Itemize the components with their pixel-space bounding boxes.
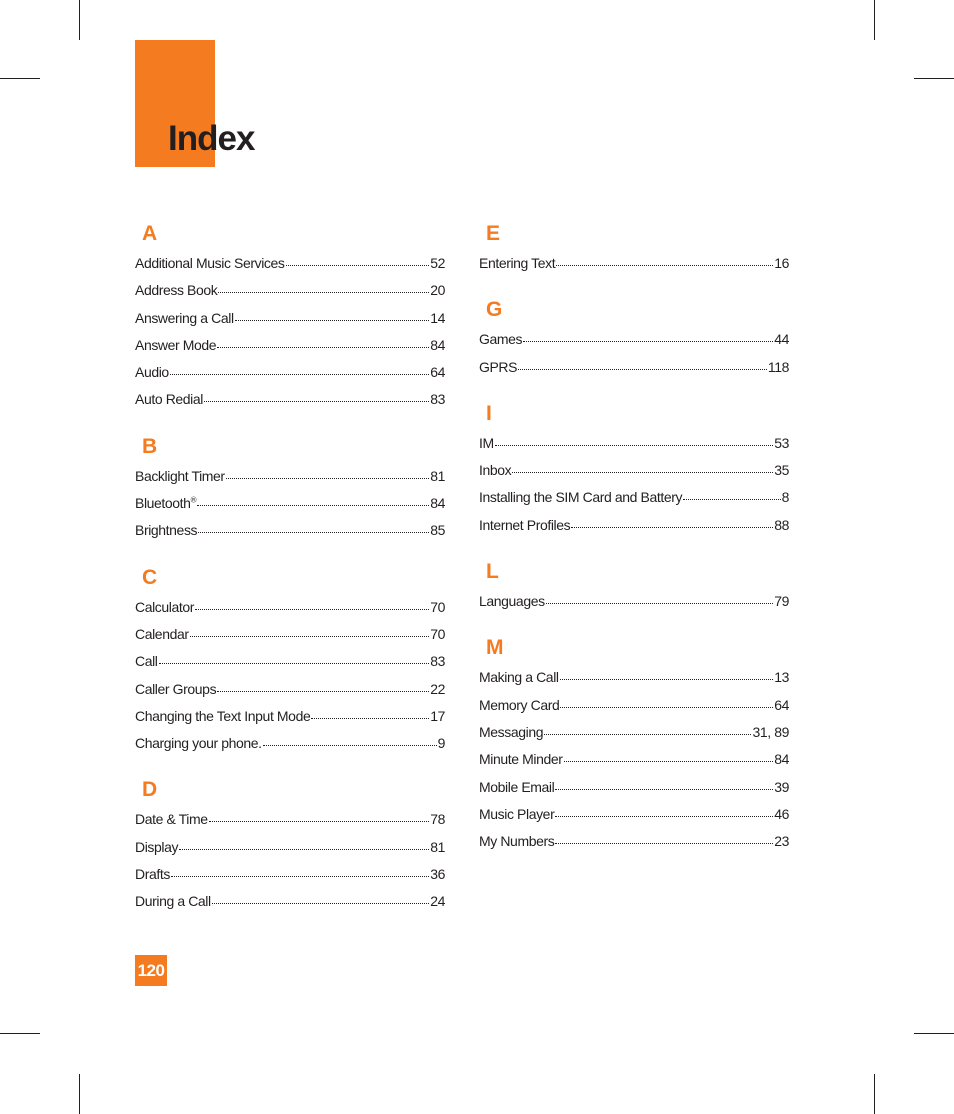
entry-term <box>135 359 169 386</box>
dot-leader <box>218 292 429 293</box>
entry-term-text: Mobile Email <box>479 778 555 795</box>
dot-leader <box>555 789 773 790</box>
entry-term-text: Brightness <box>135 522 198 539</box>
entry-term <box>135 277 217 304</box>
entry-page: 44 <box>774 331 789 348</box>
entry-term <box>135 594 194 621</box>
index-entry <box>479 664 789 691</box>
dot-leader <box>560 679 774 680</box>
entry-term <box>135 463 225 490</box>
entry-page: 84 <box>430 495 445 512</box>
index-entry <box>135 594 445 621</box>
dot-leader <box>209 821 430 822</box>
entry-page: 70 <box>430 598 445 615</box>
entry-term <box>135 386 203 413</box>
index-entry <box>479 250 789 277</box>
crop-mark <box>874 0 875 40</box>
index-entry <box>135 332 445 359</box>
entry-term <box>479 719 543 746</box>
entry-term <box>135 250 285 277</box>
section-letter: I <box>486 401 492 425</box>
entry-page: 14 <box>430 309 445 326</box>
index-entry <box>479 719 789 746</box>
index-column-right <box>479 218 789 872</box>
entry-term-text: Games <box>479 331 523 348</box>
entry-term-text: Minute Minder <box>479 751 563 768</box>
entry-term <box>135 621 189 648</box>
entry-term-text: Calculator <box>135 598 195 615</box>
entry-term-text: Installing the SIM Card and Battery <box>479 489 683 506</box>
entry-page: 84 <box>774 751 789 768</box>
entry-term <box>135 332 216 359</box>
entry-term <box>479 746 563 773</box>
section-letter: G <box>486 298 503 322</box>
dot-leader <box>170 374 429 375</box>
dot-leader <box>159 663 430 664</box>
entry-term <box>479 801 554 828</box>
entry-term-text: Languages <box>479 593 545 610</box>
dot-leader <box>226 478 430 479</box>
entry-term <box>135 648 158 675</box>
entry-page: 39 <box>774 778 789 795</box>
entry-term-text: My Numbers <box>479 833 555 850</box>
index-entry <box>135 490 445 517</box>
entry-term-text: Making a Call <box>479 669 559 686</box>
index-entry <box>479 430 789 457</box>
entry-term <box>479 588 545 615</box>
crop-mark <box>914 1033 954 1034</box>
index-entry <box>135 463 445 490</box>
index-section <box>479 294 789 381</box>
crop-mark <box>874 1074 875 1114</box>
entry-term-text: Auto Redial <box>135 391 203 408</box>
index-section <box>135 431 445 545</box>
page-number-badge: 120 <box>135 955 167 986</box>
index-entry <box>135 676 445 703</box>
index-entry <box>479 457 789 484</box>
entry-term <box>479 250 555 277</box>
entry-term <box>479 692 559 719</box>
dot-leader <box>171 876 429 877</box>
entry-term-text: During a Call <box>135 893 211 910</box>
entry-term-text: Display <box>135 838 179 855</box>
index-entry <box>479 828 789 855</box>
entry-page: 53 <box>774 434 789 451</box>
entry-term <box>479 457 511 484</box>
entry-term-text: Bluetooth <box>135 495 191 512</box>
dot-leader <box>564 761 774 762</box>
dot-leader <box>555 816 773 817</box>
entry-term <box>479 484 682 511</box>
entry-term <box>135 806 208 833</box>
entry-term-text: IM <box>479 434 494 451</box>
index-entry <box>135 621 445 648</box>
entry-term <box>135 676 216 703</box>
section-letter: M <box>486 636 504 660</box>
dot-leader <box>512 472 773 473</box>
entry-term-text: Address Book <box>135 282 218 299</box>
entry-term-text: Call <box>135 653 158 670</box>
page-title: Index <box>168 119 255 158</box>
index-entry <box>135 305 445 332</box>
index-section <box>135 774 445 915</box>
crop-mark <box>79 1074 80 1114</box>
dot-leader <box>195 609 429 610</box>
index-entry <box>479 692 789 719</box>
entry-page: 79 <box>774 593 789 610</box>
dot-leader <box>286 265 430 266</box>
index-entry <box>135 386 445 413</box>
entry-term <box>479 354 517 381</box>
index-entry <box>135 861 445 888</box>
entry-term-text: Date & Time <box>135 811 208 828</box>
entry-page: 52 <box>430 255 445 271</box>
section-letter: B <box>142 434 158 458</box>
index-section <box>479 556 789 615</box>
index-entry <box>135 888 445 915</box>
dot-leader <box>235 320 430 321</box>
index-entry <box>135 277 445 304</box>
entry-page: 9 <box>437 735 445 752</box>
index-section <box>479 218 789 277</box>
entry-term-text: Memory Card <box>479 696 560 713</box>
dot-leader <box>197 505 429 506</box>
dot-leader <box>523 341 773 342</box>
entry-term-text: Audio <box>135 364 169 381</box>
entry-page: 23 <box>774 833 789 850</box>
entry-term-text: Answering a Call <box>135 309 234 326</box>
dot-leader <box>546 603 774 604</box>
dot-leader <box>217 691 429 692</box>
entry-page: 36 <box>430 866 445 883</box>
dot-leader <box>198 532 429 533</box>
dot-leader <box>560 707 773 708</box>
crop-mark <box>914 78 954 79</box>
entry-page: 35 <box>774 462 789 479</box>
entry-page: 22 <box>430 680 445 697</box>
entry-term <box>135 703 310 730</box>
entry-page: 64 <box>430 364 445 381</box>
entry-term-text: Drafts <box>135 866 170 883</box>
index-section <box>135 562 445 758</box>
index-entry <box>135 648 445 675</box>
entry-page: 83 <box>430 653 445 670</box>
index-entry <box>479 326 789 353</box>
entry-term <box>135 834 178 861</box>
index-entry <box>479 588 789 615</box>
dot-leader <box>204 401 429 402</box>
index-entry <box>479 512 789 539</box>
index-entry <box>135 806 445 833</box>
index-entry <box>479 774 789 801</box>
entry-term-text: Messaging <box>479 723 544 740</box>
entry-term <box>479 430 494 457</box>
index-entry <box>479 354 789 381</box>
dot-leader <box>571 527 773 528</box>
entry-page: 46 <box>774 805 789 822</box>
dot-leader <box>179 849 429 850</box>
entry-term <box>135 888 211 915</box>
index-entry <box>479 746 789 773</box>
index-entry <box>135 517 445 544</box>
index-column-left <box>135 218 445 933</box>
entry-term-text: Changing the Text Input Mode <box>135 707 311 724</box>
entry-page: 84 <box>430 336 445 353</box>
entry-term-text: Backlight Timer <box>135 467 225 484</box>
dot-leader <box>518 369 767 370</box>
crop-mark <box>79 0 80 40</box>
index-entry <box>479 484 789 511</box>
index-entry <box>479 801 789 828</box>
entry-term <box>479 326 522 353</box>
index-section <box>479 632 789 855</box>
section-letter: E <box>486 222 501 245</box>
entry-page: 13 <box>774 669 789 686</box>
index-entry <box>135 730 445 757</box>
entry-page: 20 <box>430 282 445 299</box>
crop-mark <box>0 78 40 79</box>
entry-term-text: Inbox <box>479 462 512 479</box>
entry-page: 118 <box>767 358 789 375</box>
index-entry <box>135 703 445 730</box>
entry-page: 88 <box>774 516 789 533</box>
dot-leader <box>217 347 429 348</box>
entry-term <box>135 490 196 517</box>
entry-page: 24 <box>430 893 445 910</box>
section-letter: D <box>142 778 158 802</box>
entry-term-text: Entering Text <box>479 255 556 271</box>
entry-page: 16 <box>774 255 789 271</box>
entry-term <box>135 861 170 888</box>
entry-term-text: Internet Profiles <box>479 516 571 533</box>
entry-term <box>479 828 554 855</box>
entry-term-text: Caller Groups <box>135 680 217 697</box>
index-section <box>135 218 445 414</box>
entry-page: 64 <box>774 696 789 713</box>
entry-page: 70 <box>430 625 445 642</box>
section-letter: C <box>142 565 158 589</box>
dot-leader <box>263 745 437 746</box>
entry-term-text: GPRS <box>479 358 518 375</box>
entry-term <box>479 512 570 539</box>
dot-leader <box>555 843 773 844</box>
trademark-symbol: ® <box>190 495 197 505</box>
entry-page: 81 <box>430 838 445 855</box>
dot-leader <box>556 265 773 266</box>
entry-page: 8 <box>781 489 789 506</box>
entry-term <box>479 774 554 801</box>
entry-term <box>135 517 197 544</box>
crop-mark <box>0 1033 40 1034</box>
entry-term <box>479 664 559 691</box>
entry-term <box>135 305 234 332</box>
section-letter: A <box>142 222 158 245</box>
entry-page: 78 <box>430 811 445 828</box>
dot-leader <box>683 499 780 500</box>
entry-page: 31, 89 <box>752 723 789 740</box>
entry-term-text: Answer Mode <box>135 336 217 353</box>
entry-page: 81 <box>430 467 445 484</box>
entry-page: 85 <box>430 522 445 539</box>
entry-page: 17 <box>430 707 445 724</box>
dot-leader <box>495 445 773 446</box>
index-entry <box>135 359 445 386</box>
entry-term-text: Charging your phone. <box>135 735 262 752</box>
dot-leader <box>311 718 429 719</box>
dot-leader <box>212 903 429 904</box>
dot-leader <box>544 734 751 735</box>
index-entry <box>135 834 445 861</box>
entry-page: 83 <box>430 391 445 408</box>
dot-leader <box>190 636 430 637</box>
index-section <box>479 398 789 539</box>
section-letter: L <box>486 560 499 584</box>
entry-term <box>135 730 262 757</box>
entry-term-text: Calendar <box>135 625 189 642</box>
entry-term-text: Music Player <box>479 805 555 822</box>
entry-term-text: Additional Music Services <box>135 255 285 271</box>
index-entry <box>135 250 445 277</box>
